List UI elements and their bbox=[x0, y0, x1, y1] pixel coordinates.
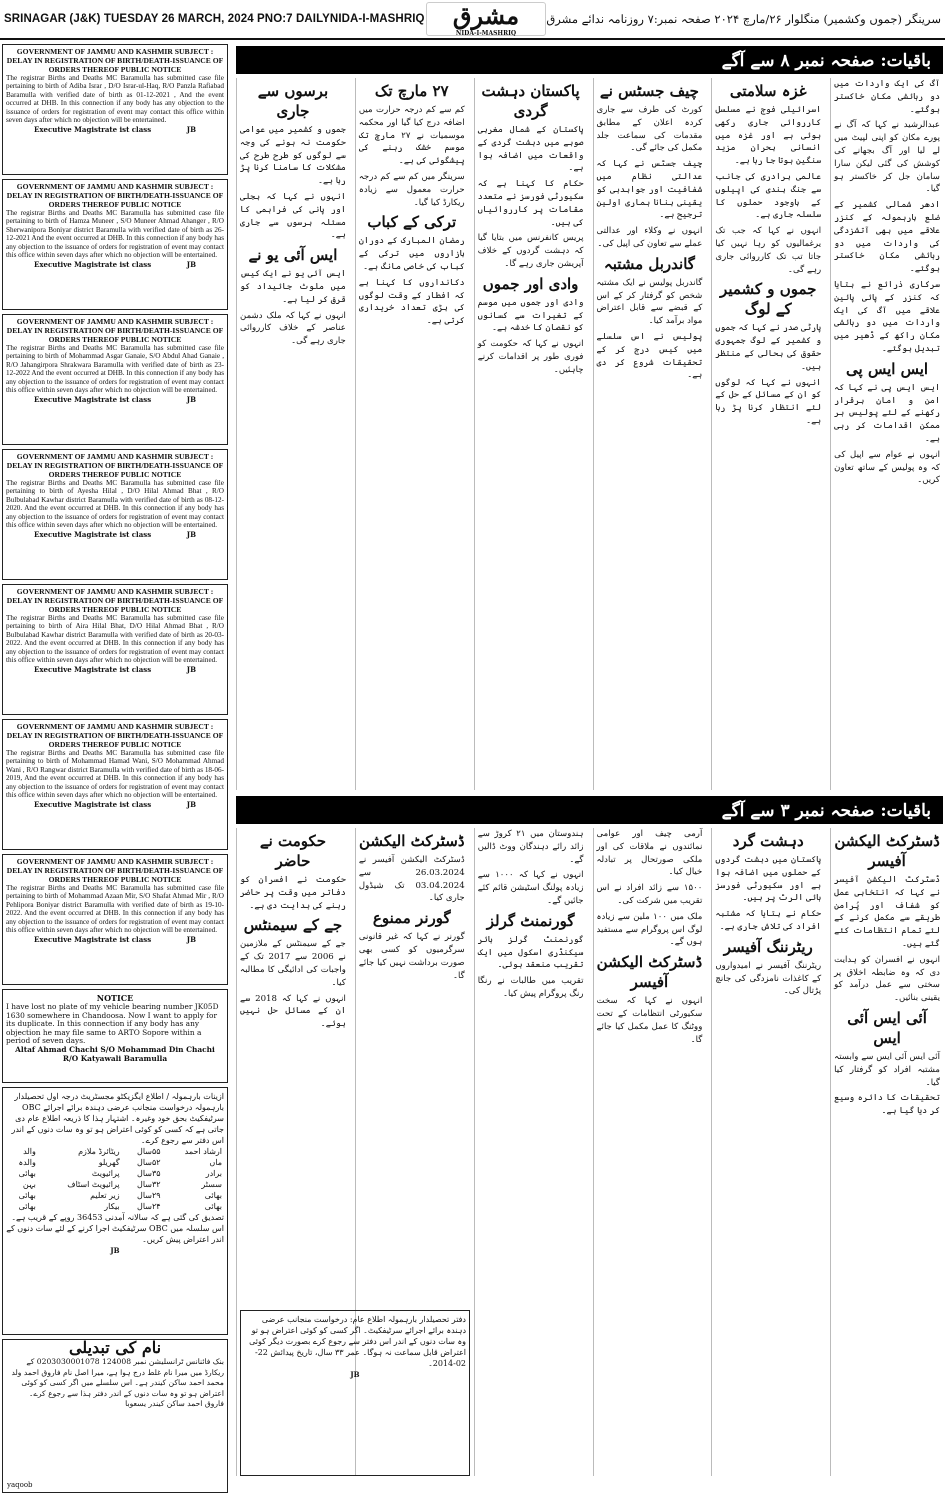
signature-title: Executive Magistrate ist class bbox=[34, 935, 152, 945]
article-paragraph: وادی اور جموں میں موسم کے تغیرات سے کسانوں کو نقصان کا خدشہ ہے۔ bbox=[477, 297, 584, 334]
signature-title: Executive Magistrate ist class bbox=[34, 800, 152, 810]
article-paragraph: انہوں نے کہا کہ ۱۰۰۰ سے زیادہ پولنگ اسٹیشن قائم کئے جائیں گے۔ bbox=[477, 870, 584, 906]
table-cell: ریٹائرڈ ملازم bbox=[78, 1147, 120, 1156]
article-headline: ریٹرننگ آفیسر bbox=[723, 937, 813, 956]
article-paragraph: انہوں نے عوام سے اپیل کی کہ وہ پولیس کے ساتھ تعاون کریں۔ bbox=[834, 449, 940, 486]
article-headline: گورنمنٹ گرلز bbox=[486, 911, 575, 930]
notice-body: The registrar Births and Deaths MC Baramulla has submitted case file pertaining to birth of Mohammad Asgar Ganaie, S/O Abdul Ahad Ganaie , R/O Jahangirpora Shrakwara Baramulla with verified date of birth as 23-12-2022 And the event occurred at DHB. In this connection if any body has any objection to the issuance of orders for registration of event may contact this office within seven days after which no objection will be entertained. bbox=[6, 344, 224, 395]
notice-address: R/O Katyawali Baramulla bbox=[62, 1053, 168, 1063]
table-cell: ۳۵سال bbox=[137, 1169, 161, 1178]
table-row bbox=[6, 1201, 224, 1212]
notice-signature bbox=[6, 530, 224, 539]
notice-signature bbox=[6, 665, 224, 674]
notice-jb: JB bbox=[110, 1246, 120, 1255]
table-row bbox=[6, 1146, 224, 1157]
article-column bbox=[474, 78, 587, 790]
logo-text: مشرق bbox=[452, 1, 520, 30]
article-paragraph: گورنمنٹ گرلز ہائر سیکنڈری اسکول میں ایک تقریب منعقد ہوئی۔ bbox=[477, 934, 584, 971]
lost-plate-notice bbox=[2, 989, 228, 1083]
article-paragraph: انہوں نے کہا کہ 2018 سے ان کے مسائل حل نہیں ہوئے۔ bbox=[240, 993, 346, 1030]
article-paragraph: ادھر شمالی کشمیر کے ضلع بارہمولہ کے کنزر علاقے میں بھی آتشزدگی کی واردات میں دو رہائشی مکان خاکستر ہوگئے۔ bbox=[834, 200, 940, 275]
birth-registration-notice bbox=[2, 584, 228, 715]
article-paragraph: تحقیقات کا دائرہ وسیع کر دیا گیا ہے۔ bbox=[834, 1093, 940, 1117]
article-paragraph: اسرائیلی فوج نے مسلسل کارروائی جاری رکھی ہوئی ہے اور غزہ میں انسانی بحران مزید سنگین ہوتا جا رہا ہے۔ bbox=[715, 105, 822, 167]
birth-registration-notice bbox=[2, 719, 228, 850]
article-paragraph: آرمی چیف اور عوامی نمائندوں نے ملاقات کی اور ملکی صورتحال پر تبادلہ خیال کیا۔ bbox=[596, 829, 703, 878]
news-article bbox=[834, 78, 940, 356]
article-headline: ڈسٹرکٹ الیکشن bbox=[359, 832, 465, 850]
article-column bbox=[355, 78, 468, 790]
article-paragraph: ایس آئی یو نے ایک کیس میں ملوث جائیداد کو قرق کر لیا ہے۔ bbox=[240, 269, 346, 305]
masthead-urdu-line: سرینگر (جموں وکشمیر) منگلوار ۲۶/مارچ ۲۰۲۴ صفحہ نمبر:۷ روزنامہ ندائے مشرق bbox=[546, 12, 941, 26]
article-paragraph: آگ کی ایک واردات میں دو رہائشی مکان خاکستر ہوگئے۔ bbox=[834, 79, 940, 115]
urdu-notice-text: ازینات بارہمولہ / اطلاع ایگزیکٹو مجسٹریٹ درجہ اول تحصیلدار بارہمولہ درخواست منجانب عرضی دہندہ برائے اجرائے OBC سرٹیفکیٹ بحق خود وغیرہ۔ اشتہار ہذا کا ذریعہ اطلاع عام دی جاتی ہے کہ کسی کو کوئی اعتراض ہو تو وہ سات دنوں کے اندر اس دفتر سے رجوع کرے۔ bbox=[11, 1092, 224, 1145]
article-headline: ایس آئی یو نے bbox=[248, 246, 338, 265]
article-paragraph: انہوں نے افسران کو ہدایت دی کہ وہ ضابطہ اخلاق پر سختی سے عمل درآمد کو یقینی بنائیں۔ bbox=[834, 954, 940, 1004]
article-headline: پاکستان دہشت گردی bbox=[481, 82, 580, 120]
article-paragraph: کم سے کم درجہ حرارت میں اضافہ درج کیا گیا اور محکمہ موسمیات نے ۲۷ مارچ تک موسم خشک رہنے کی پیشگوئی کی ہے۔ bbox=[358, 105, 465, 167]
family-table bbox=[6, 1146, 224, 1212]
table-cell: بھائی bbox=[204, 1191, 222, 1200]
table-cell: بھائی bbox=[204, 1202, 222, 1211]
table-cell: بہن bbox=[22, 1180, 36, 1189]
notice-heading: GOVERNMENT OF JAMMU AND KASHMIR SUBJECT : DELAY IN REGISTRATION OF BIRTH/DEATH-ISSUANCE OF ORDERS THEREOF PUBLIC NOTICE bbox=[6, 452, 224, 479]
article-paragraph: عبدالرشید نے کہا کہ آگ نے پورے مکان کو اپنی لپیٹ میں لے لیا اور آگ بجھانے کی کوشش کی گئی لیکن سارا سامان جل کر خاکستر ہو گیا۔ bbox=[834, 120, 940, 195]
news-article bbox=[240, 245, 346, 348]
article-paragraph: پولیس نے اس سلسلے میں کیس درج کر کے تحقیقات شروع کر دی ہے۔ bbox=[596, 331, 703, 381]
article-paragraph: گاندربل پولیس نے ایک مشتبہ شخص کو گرفتار کر کے اس کے قبضے سے قابل اعتراض مواد برآمد کیا۔ bbox=[596, 277, 703, 327]
notice-heading: NOTICE bbox=[96, 993, 134, 1003]
article-headline: جموں و کشمیر کے لوگ bbox=[720, 280, 817, 319]
article-paragraph: کورٹ کی طرف سے جاری کردہ اعلان کے مطابق مقدمات کی سماعت جلد مکمل کی جائے گی۔ bbox=[596, 105, 703, 154]
article-paragraph: دکانداروں کا کہنا ہے کہ افطار کے وقت لوگوں کی بڑی تعداد خریداری کرتی ہے۔ bbox=[358, 277, 465, 327]
name-change-notice bbox=[2, 1339, 228, 1493]
article-column bbox=[830, 828, 943, 1476]
table-cell: برادر bbox=[205, 1169, 222, 1178]
article-headline: حکومت نے حاضر bbox=[259, 832, 327, 870]
signature-initials: JB bbox=[186, 935, 196, 945]
table-cell: ۲۹سال bbox=[137, 1191, 161, 1200]
masthead bbox=[0, 0, 945, 40]
article-paragraph: ہندوستان میں ۲۱ کروڑ سے زائد رائے دہندگان ووٹ ڈالیں گے۔ bbox=[477, 829, 584, 865]
article-paragraph: انہوں نے وکلاء اور عدالتی عملے سے تعاون کی اپیل کی۔ bbox=[596, 226, 703, 249]
article-paragraph: گورنر نے کہا کہ غیر قانونی سرگرمیوں کو کسی بھی صورت برداشت نہیں کیا جائے گا۔ bbox=[358, 932, 465, 981]
article-paragraph: رمضان المبارک کے دوران بازاروں میں ترکی کے کباب کی خاصی مانگ ہے۔ bbox=[358, 236, 465, 272]
signature-title: Executive Magistrate ist class bbox=[34, 530, 152, 540]
notice-heading: GOVERNMENT OF JAMMU AND KASHMIR SUBJECT : DELAY IN REGISTRATION OF BIRTH/DEATH-ISSUANCE OF ORDERS THEREOF PUBLIC NOTICE bbox=[6, 317, 224, 344]
table-cell: گھریلو bbox=[98, 1158, 120, 1167]
article-column bbox=[593, 78, 706, 790]
table-cell: بھائی bbox=[18, 1202, 36, 1211]
article-paragraph: ریٹرننگ آفیسر نے امیدواروں کے کاغذات نامزدگی کی جانچ پڑتال کی۔ bbox=[715, 960, 822, 997]
notice-signature bbox=[6, 125, 224, 134]
article-column bbox=[474, 828, 587, 1476]
signature-initials: JB bbox=[186, 530, 196, 540]
table-row bbox=[6, 1157, 224, 1168]
table-cell: پرائیویٹ bbox=[91, 1169, 120, 1178]
table-cell: بھائی bbox=[18, 1191, 36, 1200]
notice-body: The registrar Births and Deaths MC Baramulla has submitted case file pertaining to birth of Mohammad Hamad Wani, S/O Mohammad Ahmad Wani , R/O Rangwar district Baramulla with verified date of birth as 18-06-2019, And the event occurred at DHB. In this connection if any body has any objection to the issuance of orders for registration of event may contact this office within seven days after which no objection will be entertained. bbox=[6, 749, 224, 800]
article-paragraph: انہوں نے کہا کہ لوگوں کو ان کے مسائل کے حل کے لئے انتظار کرنا پڑ رہا ہے۔ bbox=[715, 377, 822, 426]
news-article bbox=[240, 915, 346, 1031]
table-cell: سسٹر bbox=[201, 1180, 222, 1189]
news-article bbox=[597, 828, 703, 949]
notice-signature bbox=[6, 800, 224, 809]
article-paragraph: ۱۵۰۰ سے زائد افراد نے اس تقریب میں شرکت کی۔ bbox=[596, 883, 703, 906]
notice-signature bbox=[6, 935, 224, 944]
article-paragraph: پریس کانفرنس میں بتایا گیا کہ دہشت گردوں کے خلاف آپریشن جاری رہے گا۔ bbox=[477, 233, 584, 269]
news-article bbox=[478, 828, 584, 908]
signature-title: Executive Magistrate ist class bbox=[34, 260, 152, 270]
news-article bbox=[715, 81, 821, 276]
article-headline: چیف جسٹس نے bbox=[599, 82, 699, 100]
article-headline: ۲۷ مارچ تک bbox=[374, 82, 449, 100]
table-cell: ماں bbox=[209, 1158, 222, 1167]
notice-heading: GOVERNMENT OF JAMMU AND KASHMIR SUBJECT : DELAY IN REGISTRATION OF BIRTH/DEATH-ISSUANCE OF ORDERS THEREOF PUBLIC NOTICE bbox=[6, 587, 224, 614]
article-headline: وادی اور جموں bbox=[482, 274, 579, 293]
article-headline: جے کے سیمنٹس bbox=[243, 916, 343, 935]
news-article bbox=[478, 911, 584, 1001]
notice-heading: GOVERNMENT OF JAMMU AND KASHMIR SUBJECT : DELAY IN REGISTRATION OF BIRTH/DEATH-ISSUANCE OF ORDERS THEREOF PUBLIC NOTICE bbox=[6, 857, 224, 884]
article-paragraph: جموں و کشمیر میں عوامی حکومت نہ ہونے کی وجہ سے لوگوں کو طرح طرح کی مشکلات کا سامنا کرنا پڑ رہا ہے۔ bbox=[240, 125, 346, 187]
article-paragraph: پاکستان میں دہشت گردوں کے حملوں میں اضافہ ہوا ہے اور سکیورٹی فورسز ہائی الرٹ پر ہیں۔ bbox=[715, 855, 822, 904]
article-paragraph: حکومت نے افسران کو دفاتر میں وقت پر حاضر رہنے کی ہدایت دی ہے۔ bbox=[240, 875, 346, 911]
news-article bbox=[359, 212, 465, 328]
news-article bbox=[478, 274, 584, 377]
article-column bbox=[593, 828, 706, 1476]
continued-news-section-1 bbox=[236, 78, 943, 790]
news-article bbox=[240, 831, 346, 912]
article-paragraph: چیف جسٹس نے کہا کہ عدالتی نظام میں شفافیت اور جوابدہی کو یقینی بنانا ہماری اولین ترجیح ہے۔ bbox=[596, 159, 703, 221]
news-article bbox=[478, 81, 584, 271]
notice-body: The registrar Births and Deaths MC Baramulla has submitted case file pertaining to birth of Mohammad Azaan Mir, S/O Shafat Ahmad Mir , R/O Pehlipora Boniyar district Baramulla with verified date of birth as 19-10-2022. And the event occurred at DHB. In this connection if any body has any objection to the issuance of orders for registration of event may contact this office within seven days after which no objection will be entertained. bbox=[6, 884, 224, 935]
news-article bbox=[597, 254, 703, 382]
notice-signature bbox=[6, 260, 224, 269]
table-cell: والدہ bbox=[18, 1158, 36, 1167]
table-cell: ۲۴سال bbox=[137, 1202, 161, 1211]
continuation-banner-bottom: باقیات: صفحہ نمبر ۳ سے آگے bbox=[236, 796, 943, 824]
table-cell: ۵۲سال bbox=[137, 1158, 161, 1167]
birth-registration-notice bbox=[2, 854, 228, 985]
news-article bbox=[240, 81, 346, 242]
article-paragraph: انہوں نے کہا کہ حکومت کو فوری طور پر اقدامات کرنے چاہئیں۔ bbox=[477, 339, 584, 375]
signature-title: Executive Magistrate ist class bbox=[34, 665, 152, 675]
logo-subtext: NIDA-I-MASHRIQ bbox=[455, 30, 517, 37]
article-paragraph: انہوں نے کہا کہ ملک دشمن عناصر کے خلاف کارروائی جاری رہے گی۔ bbox=[240, 310, 346, 347]
article-paragraph: ڈسٹرکٹ الیکشن آفیسر نے 26.03.2024 سے 03.04.2024 تک شیڈول جاری کیا۔ bbox=[358, 855, 465, 904]
article-paragraph: سرینگر میں کم سے کم درجہ حرارت معمول سے زیادہ ریکارڈ کیا گیا۔ bbox=[358, 171, 465, 208]
name-change-heading: نام کی تبدیلی bbox=[68, 1338, 162, 1357]
news-article bbox=[359, 908, 465, 982]
news-article bbox=[359, 831, 465, 905]
public-notices-column bbox=[2, 44, 228, 1489]
article-headline: آئی ایس آئی ایس bbox=[847, 1008, 927, 1047]
article-column bbox=[236, 78, 349, 790]
article-column bbox=[711, 78, 824, 790]
news-article bbox=[597, 952, 703, 1046]
news-article bbox=[715, 279, 821, 427]
birth-registration-notice bbox=[2, 314, 228, 445]
article-paragraph: ڈسٹرکٹ الیکشن آفیسر نے کہا کہ انتخابی عمل کو شفاف اور پُرامن طریقے سے مکمل کرنے کے لئے تمام انتظامات کئے گئے ہیں۔ bbox=[834, 875, 940, 949]
article-paragraph: پارٹی صدر نے کہا کہ جموں و کشمیر کے لوگ جمہوری حقوق کی بحالی کے منتظر ہیں۔ bbox=[715, 323, 822, 372]
article-headline: ڈسٹرکٹ الیکشن آفیسر bbox=[596, 953, 703, 992]
name-change-signer: فاروق احمد ساکن کیندر یسعوبا bbox=[125, 1399, 224, 1409]
notice-heading: GOVERNMENT OF JAMMU AND KASHMIR SUBJECT : DELAY IN REGISTRATION OF BIRTH/DEATH-ISSUANCE OF ORDERS THEREOF PUBLIC NOTICE bbox=[6, 182, 224, 209]
masthead-date-line: SRINAGAR (J&K) TUESDAY 26 MARCH, 2024 PNO:7 DAILYNIDA-I-MASHRIQ bbox=[4, 13, 425, 25]
article-headline: غزہ سلامتی bbox=[729, 82, 807, 100]
signature-title: Executive Magistrate ist class bbox=[34, 125, 152, 135]
article-paragraph: جے کے سیمنٹس کے ملازمین نے 2006 سے 2017 تک کے واجبات کی ادائیگی کا مطالبہ کیا۔ bbox=[240, 939, 346, 988]
tehsildar-notice-box bbox=[240, 1310, 470, 1476]
article-paragraph: ملک میں ۱۰۰ ملین سے زیادہ لوگ اس پروگرام سے مستفید ہوں گے۔ bbox=[596, 911, 703, 948]
urdu-obc-notice bbox=[2, 1087, 228, 1335]
signature-initials: JB bbox=[186, 260, 196, 270]
signature-initials: JB bbox=[186, 800, 196, 810]
notice-list bbox=[2, 44, 228, 985]
notice-body: The registrar Births and Deaths MC Baramulla has submitted case file pertaining to birth of Adiba Israr , D/O Israr-ul-Haq, R/O Panzla Rafiabad Baramulla with verified date of birth as 01-12-2021 , And the event occurred at DHB. In this connection if any body has any objection to the issuance of orders for registration of event may contact this office within seven days after which no objection will be entertained. bbox=[6, 74, 224, 125]
news-article bbox=[359, 81, 465, 209]
notice-body: The registrar Births and Deaths MC Baramulla has submitted case file pertaining to birth of Ayesha Hilal , D/O Hilal Ahmad Bhat , R/O Bulbulabad Kawhar district Baramulla with verified date of birth as 08-12-2020. And the event occurred at DHB. In this connection if any body has any objection to the issuance of orders for registration of event may contact this office within seven days after which no objection will be entertained. bbox=[6, 479, 224, 530]
article-paragraph: انہوں نے کہا کہ سخت سکیورٹی انتظامات کے تحت ووٹنگ کا عمل مکمل کیا جائے گا۔ bbox=[596, 996, 703, 1045]
table-cell: ۳۲سال bbox=[137, 1180, 161, 1189]
article-paragraph: ایس ایس پی نے کہا کہ امن و امان برقرار رکھنے کے لئے پولیس ہر ممکن اقدامات کر رہی ہے۔ bbox=[834, 382, 940, 444]
box-jb: JB bbox=[350, 1370, 360, 1379]
article-headline: گاندربل مشتبہ bbox=[603, 254, 695, 273]
signature-initials: JB bbox=[186, 665, 196, 675]
article-paragraph: حکام کا کہنا ہے کہ سکیورٹی فورسز نے متعدد مقامات پر کارروائیاں کی ہیں۔ bbox=[477, 179, 584, 228]
article-headline: ایس ایس پی bbox=[846, 359, 929, 378]
article-headline: ترکی کے کباب bbox=[367, 213, 457, 232]
table-cell: بھائی bbox=[18, 1169, 36, 1178]
table-row bbox=[6, 1190, 224, 1201]
news-article bbox=[715, 937, 821, 998]
birth-registration-notice bbox=[2, 449, 228, 580]
news-article bbox=[715, 831, 821, 934]
signature-initials: JB bbox=[186, 395, 196, 405]
article-headline: برسوں سے جاری bbox=[257, 82, 329, 120]
notice-heading: GOVERNMENT OF JAMMU AND KASHMIR SUBJECT : DELAY IN REGISTRATION OF BIRTH/DEATH-ISSUANCE OF ORDERS THEREOF PUBLIC NOTICE bbox=[6, 722, 224, 749]
article-headline: دہشت گرد bbox=[732, 832, 804, 850]
urdu-notice-footer: تصدیق کی گئی ہے کہ سالانہ آمدنی 36453 روپے کے قریب ہے۔ اس سلسلہ میں OBC سرٹیفکیٹ اجرا کرنے کے لئے سات دنوں کے اندر اعتراض پیش کریں۔ bbox=[6, 1213, 224, 1244]
article-paragraph: پاکستان کے شمال مغربی صوبے میں دہشت گردی کے واقعات میں اضافہ ہوا ہے۔ bbox=[477, 125, 584, 174]
name-change-text: بنک فائنانس ٹرانسلیشن نمبر 124008 0203030001078 کے ریکارڈ میں میرا نام غلط درج ہوا ہے، میرا اصل نام فاروق احمد ولد محمد احمد ساکن کیندر ہے۔ اس سلسلے میں اگر کسی کو کوئی اعتراض ہو تو وہ سات دنوں کے اندر دفتر ہذا سے رجوع کرے۔ bbox=[11, 1357, 224, 1398]
article-headline: ڈسٹرکٹ الیکشن آفیسر bbox=[834, 832, 940, 870]
table-cell: زیر تعلیم bbox=[90, 1191, 120, 1200]
continuation-banner-top: باقیات: صفحہ نمبر ۸ سے آگے bbox=[236, 46, 943, 74]
notice-signer: Altaf Ahmad Chachi S/O Mohammad Din Chachi bbox=[15, 1044, 215, 1054]
article-paragraph: آئی ایس آئی ایس سے وابستہ مشتبہ افراد کو گرفتار کیا گیا۔ bbox=[834, 1051, 940, 1088]
table-row bbox=[6, 1179, 224, 1190]
article-paragraph: انہوں نے کہا کہ بجلی اور پانی کی فراہمی کا مسئلہ برسوں سے جاری ہے۔ bbox=[240, 191, 346, 241]
newspaper-logo bbox=[426, 2, 546, 36]
news-article bbox=[834, 831, 940, 1005]
article-paragraph: عالمی برادری کی جانب سے جنگ بندی کی اپیلوں کے باوجود حملوں کا سلسلہ جاری ہے۔ bbox=[715, 171, 822, 221]
signature-title: Executive Magistrate ist class bbox=[34, 395, 152, 405]
notice-body: The registrar Births and Deaths MC Baramulla has submitted case file pertaining to birth of Hamza Muneer , S/O Muneer Ahmad Ahanger , R/O Sherwanipora Boniyar district Baramulla with verified date of birth as 26-12-2021 And the event occurred at DHB. In this connection if any body has any objection to the issuance of orders for registration of event may contact this office within seven days after which no objection will be entertained. bbox=[6, 209, 224, 260]
box-text: دفتر تحصیلدار بارہمولہ اطلاع عام: درخواست منجانب عرضی دہندہ برائے اجرائے سرٹیفکیٹ۔ اگر کسی کو کوئی اعتراض ہو تو وہ سات دنوں کے اندر اس دفتر سے رجوع کرے بصورت دیگر کوئی اعتراض قابل سماعت نہ ہوگا۔ عمر ۳۳ سال، تاریخ پیدائش 22-02-2014۔ bbox=[249, 1315, 466, 1368]
article-paragraph: انہوں نے کہا کہ جب تک یرغمالیوں کو رہا نہیں کیا جاتا تب تک کارروائی جاری رہے گی۔ bbox=[715, 226, 822, 275]
table-row bbox=[6, 1168, 224, 1179]
article-headline: گورنر ممنوع bbox=[372, 909, 451, 928]
birth-registration-notice bbox=[2, 44, 228, 175]
table-cell: بیکار bbox=[104, 1202, 120, 1211]
table-cell: والد bbox=[23, 1147, 36, 1156]
notice-body: The registrar Births and Deaths MC Baramulla has submitted case file pertaining to birth of Aira Hilal Bhat, D/O Hilal Ahmad Bhat , R/O Bulbulabad Kawhar district Baramulla with verified date of birth as 20-03-2022. And the event occurred at DHB. In this connection if any body has any objection to the issuance of orders for registration of event may contact this office within seven days after which no objection will be entertained. bbox=[6, 614, 224, 665]
table-cell: پرائیویٹ اسٹاف bbox=[67, 1180, 120, 1189]
article-column bbox=[830, 78, 943, 790]
birth-registration-notice bbox=[2, 179, 228, 310]
news-article bbox=[834, 359, 940, 487]
notice-heading: GOVERNMENT OF JAMMU AND KASHMIR SUBJECT : DELAY IN REGISTRATION OF BIRTH/DEATH-ISSUANCE OF ORDERS THEREOF PUBLIC NOTICE bbox=[6, 47, 224, 74]
table-cell: ارشاد احمد bbox=[184, 1147, 222, 1156]
news-article bbox=[597, 81, 703, 251]
notice-signature bbox=[6, 395, 224, 404]
article-column bbox=[711, 828, 824, 1476]
article-paragraph: سرکاری ذرائع نے بتایا کہ کنزر کے پائی پائین علاقے میں آگ کی ایک واردات میں دو رہائشی مکان راکھ کے ڈھیر میں تبدیل ہوگئے۔ bbox=[834, 279, 940, 354]
news-article bbox=[834, 1008, 940, 1118]
table-cell: ۵۵سال bbox=[137, 1147, 161, 1156]
signature-initials: JB bbox=[186, 125, 196, 135]
article-paragraph: تقریب میں طالبات نے رنگا رنگ پروگرام پیش کیا۔ bbox=[477, 976, 584, 999]
designer-tag: yaqoob bbox=[7, 1480, 33, 1489]
notice-body: I have lost no plate of my vehicle bearing number JK05D 1630 somewhere in Chandoosa. Now I want to apply for its duplicate. In this connection if any body has any objection he may file same to ARTO Sopore within a period of seven days. bbox=[6, 1002, 219, 1046]
article-paragraph: حکام نے بتایا کہ مشتبہ افراد کی تلاش جاری ہے۔ bbox=[715, 909, 822, 932]
